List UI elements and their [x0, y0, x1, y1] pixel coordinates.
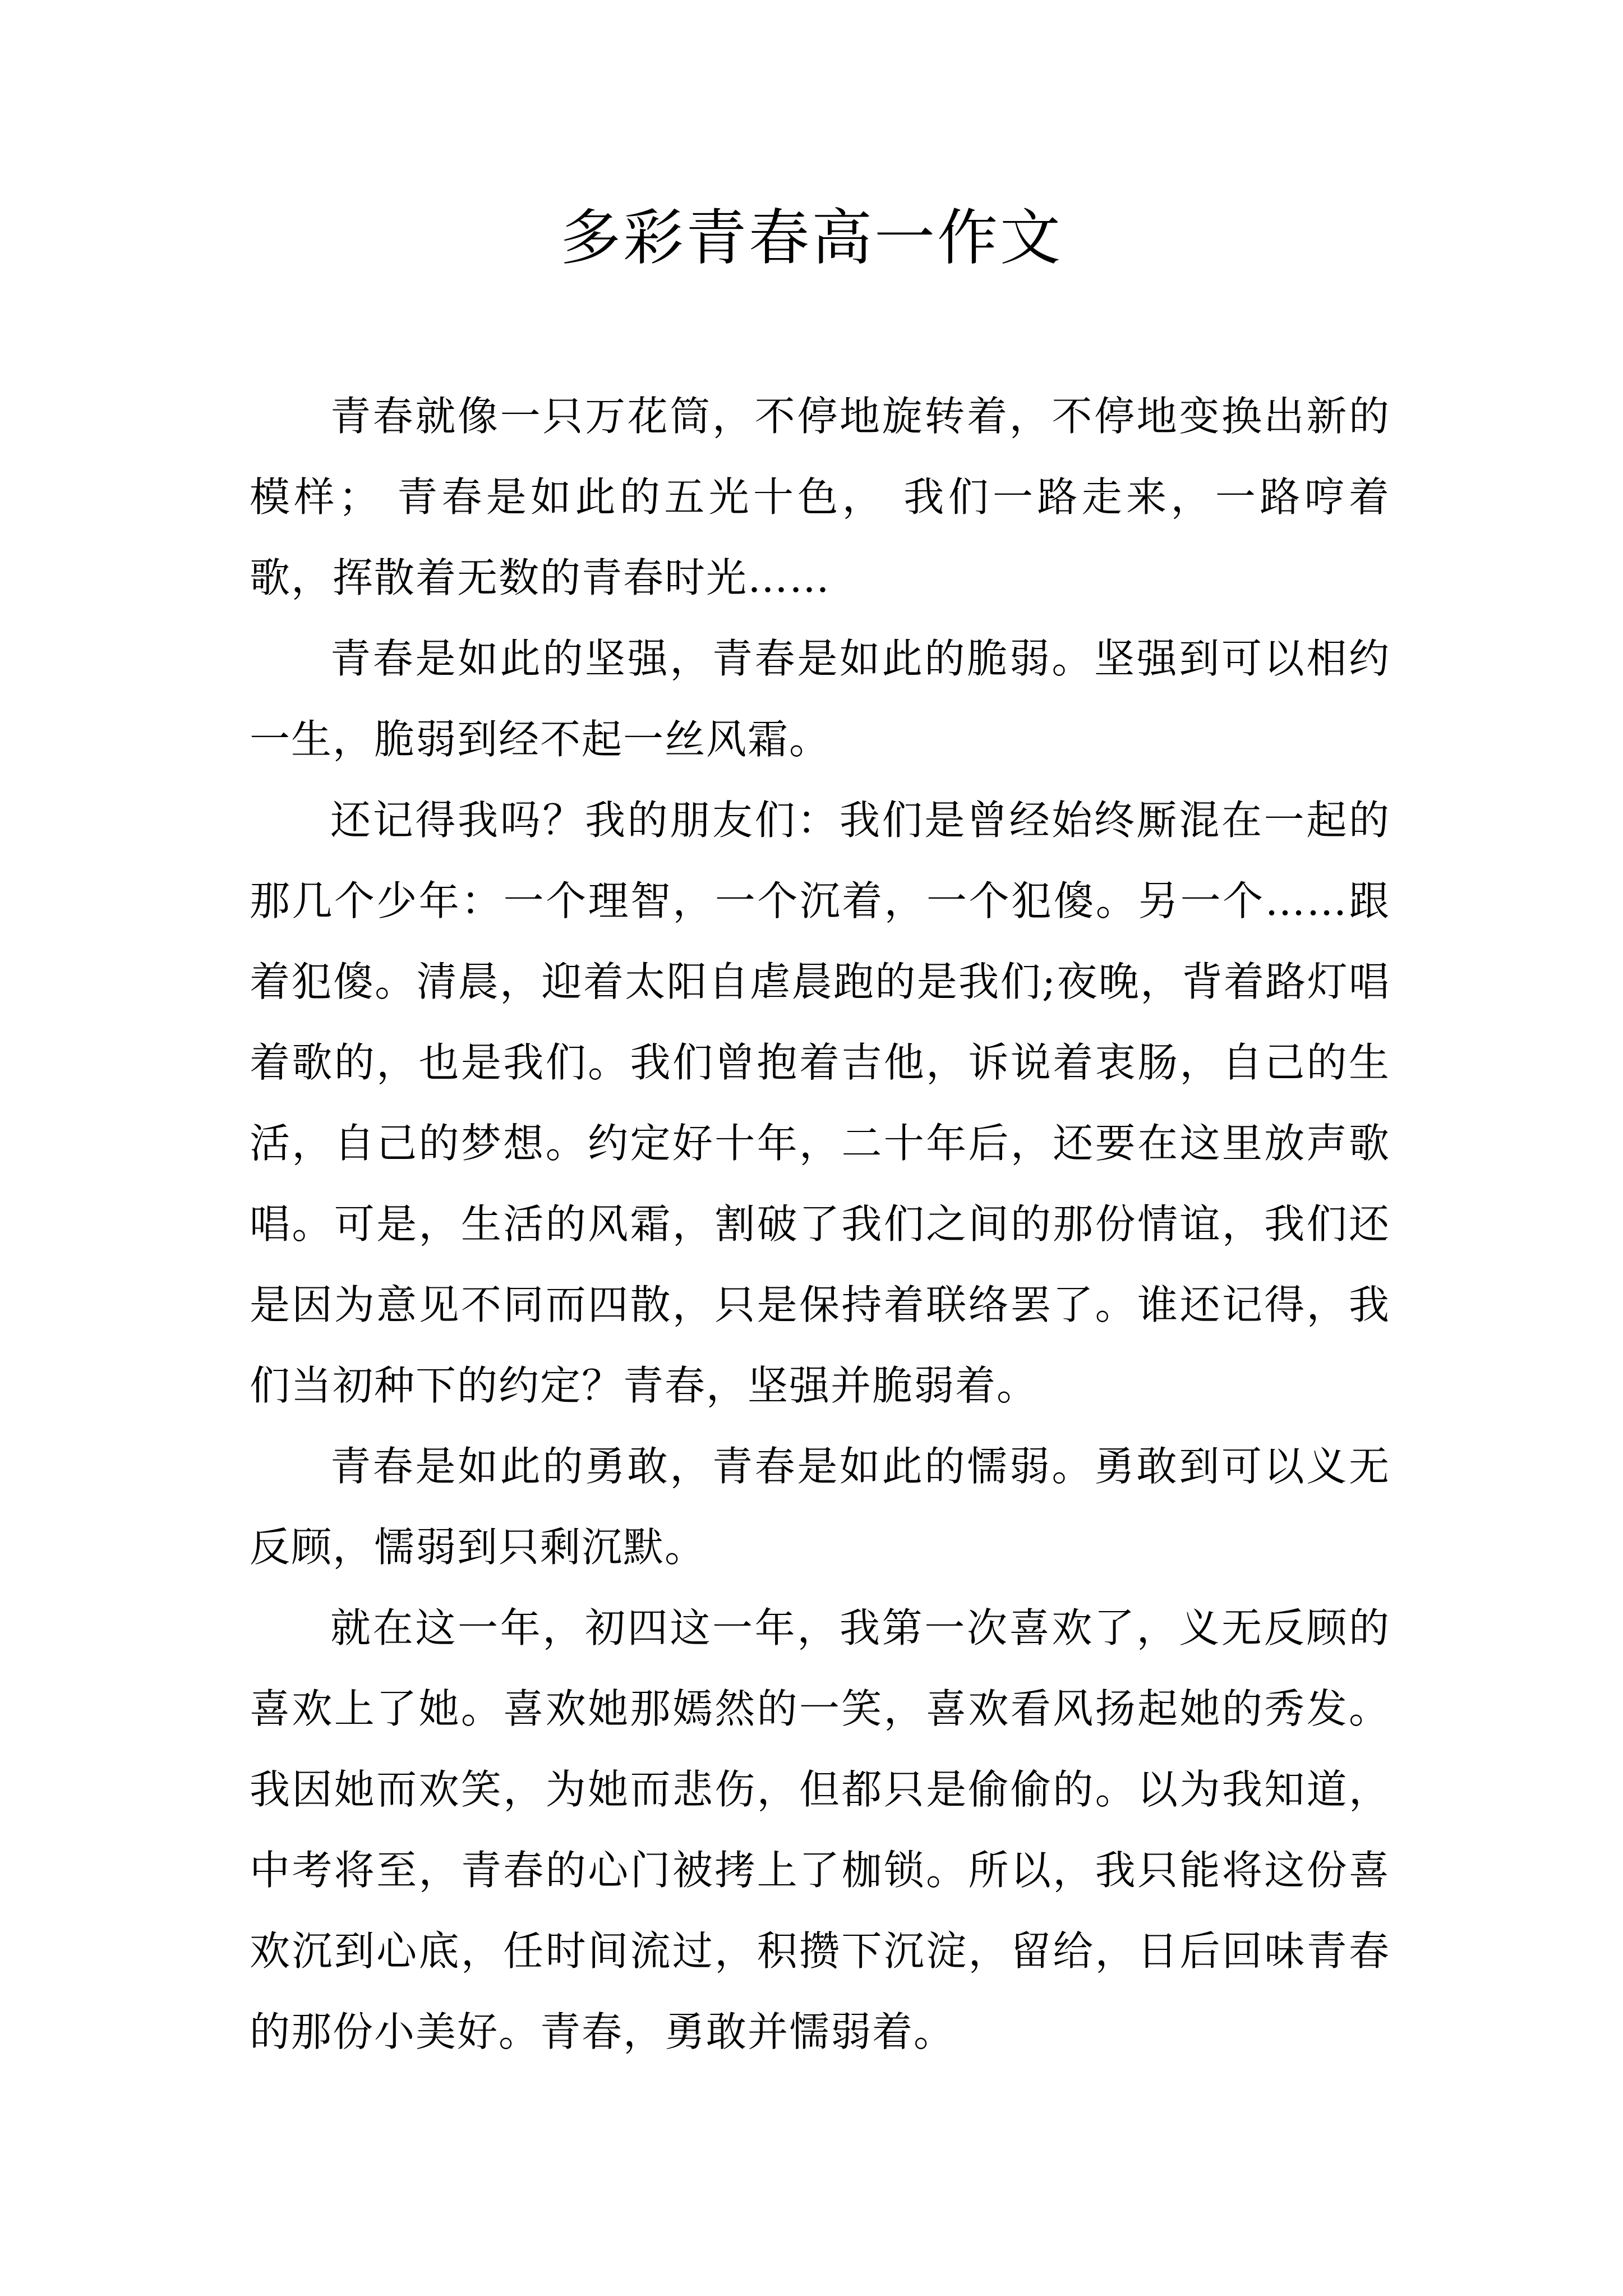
paragraph-2: 青春是如此的坚强，青春是如此的脆弱。坚强到可以相约一生，脆弱到经不起一丝风霜。 [250, 635, 1390, 763]
document-body [250, 376, 1390, 2072]
paragraph-5: 就在这一年，初四这一年，我第一次喜欢了，义无反顾的喜欢上了她。喜欢她那嫣然的一笑，喜欢看风扬起她的秀发。我因她而欢笑，为她而悲伤，但都只是偷偷的。以为我知道，中考将至，青春的心门被拷上了枷锁。所以，我只能将这份喜欢沉到心底，任时间流过，积攒下沉淀，留给，日后回味青春的那份小美好。青春，勇敢并懦弱着。 [250, 1604, 1390, 2055]
paragraph-4: 青春是如此的勇敢，青春是如此的懦弱。勇敢到可以义无反顾，懦弱到只剩沉默。 [250, 1443, 1390, 1571]
paragraph-3: 还记得我吗？我的朋友们：我们是曾经始终厮混在一起的那几个少年：一个理智，一个沉着，一个犯傻。另一个……跟着犯傻。清晨，迎着太阳自虐晨跑的是我们;夜晚，背着路灯唱着歌的，也是我们。我们曾抱着吉他，诉说着衷肠，自己的生活，自己的梦想。约定好十年，二十年后，还要在这里放声歌唱。可是，生活的风霜，割破了我们之间的那份情谊，我们还是因为意见不同而四散，只是保持着联络罢了。谁还记得，我们当初种下的约定？青春，坚强并脆弱着。 [250, 797, 1390, 1409]
document-title: 多彩青春高一作文 [560, 203, 1063, 273]
paragraph-1: 青春就像一只万花筒，不停地旋转着，不停地变换出新的模样； 青春是如此的五光十色， 我们一路走来，一路哼着歌，挥散着无数的青春时光…… [250, 393, 1390, 601]
